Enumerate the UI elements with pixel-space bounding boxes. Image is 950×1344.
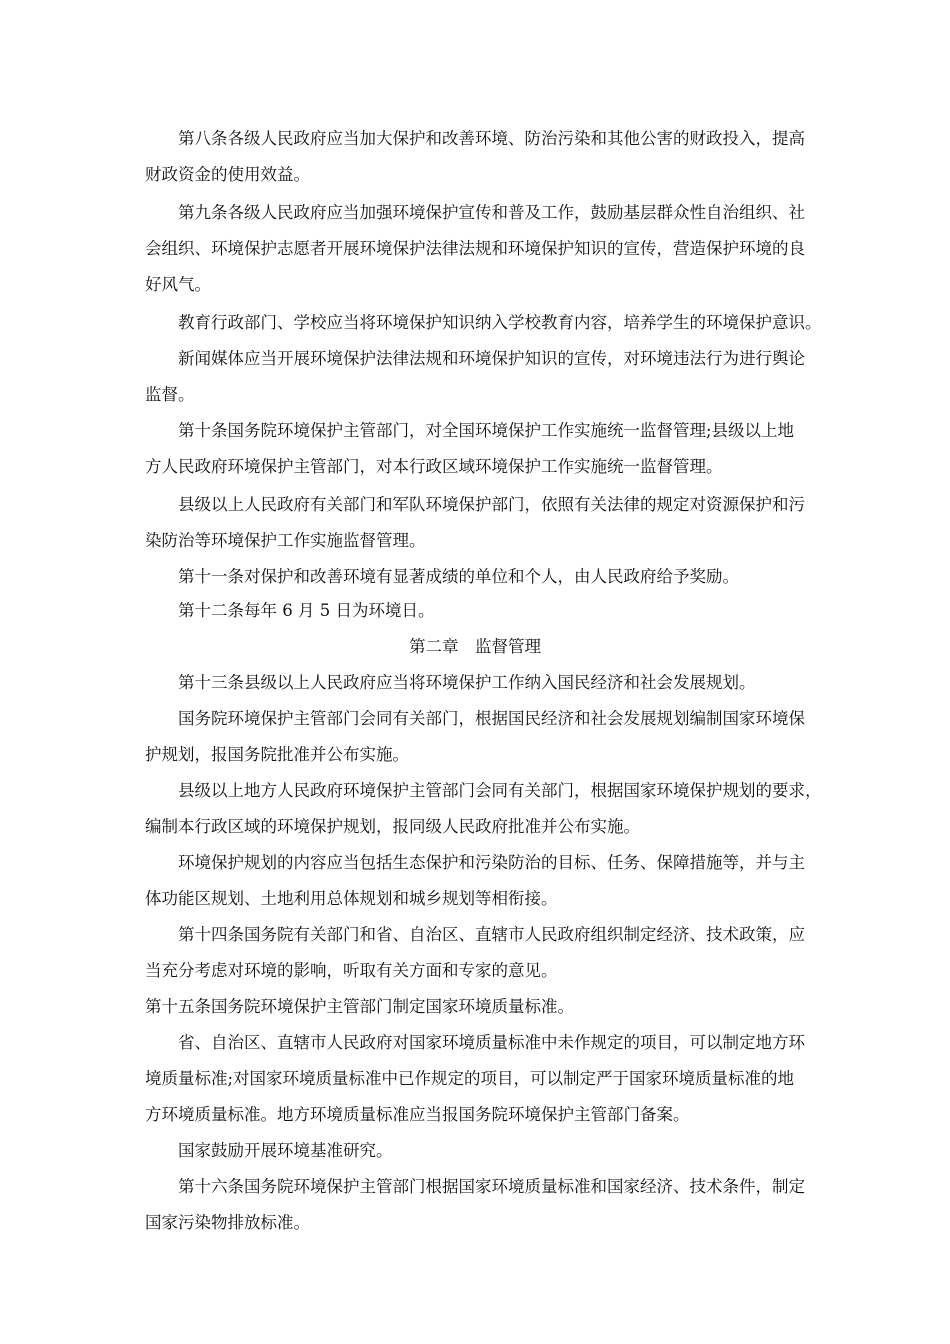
article-15-para-3: 国家鼓励开展环境基准研究。 [178,1141,393,1160]
article-16-line-1: 第十六条国务院环境保护主管部门根据国家环境质量标准和国家经济、技术条件，制定 [178,1177,805,1196]
article-13-para-3-line-1: 县级以上地方人民政府环境保护主管部门会同有关部门，根据国家环境保护规划的要求， [178,781,822,800]
article-14-line-1: 第十四条国务院有关部门和省、自治区、直辖市人民政府组织制定经济、技术政策，应 [178,925,805,944]
article-15-para-2-line-3: 方环境质量标准。地方环境质量标准应当报国务院环境保护主管部门备案。 [145,1105,690,1124]
article-15: 第十五条国务院环境保护主管部门制定国家环境质量标准。 [145,997,574,1016]
article-10-line-1: 第十条国务院环境保护主管部门，对全国环境保护工作实施统一监督管理;县级以上地 [178,421,795,440]
article-13-line-1: 第十三条县级以上人民政府应当将环境保护工作纳入国民经济和社会发展规划。 [178,673,756,692]
article-9-line-3: 好风气。 [145,275,211,294]
article-13-para-3-line-2: 编制本行政区域的环境保护规划，报同级人民政府批准并公布实施。 [145,817,640,836]
article-13-para-4-line-1: 环境保护规划的内容应当包括生态保护和污染防治的目标、任务、保障措施等，并与主 [178,853,805,872]
article-14-line-2: 当充分考虑对环境的影响，听取有关方面和专家的意见。 [145,961,558,980]
media-line-2: 监督。 [145,385,195,404]
chapter-heading: 第二章 监督管理 [409,637,541,656]
article-16-line-2: 国家污染物排放标准。 [145,1213,310,1232]
article-13-para-4-line-2: 体功能区规划、土地利用总体规划和城乡规划等相衔接。 [145,889,558,908]
article-10-para-2-line-2: 染防治等环境保护工作实施监督管理。 [145,531,426,550]
article-9-line-2: 会组织、环境保护志愿者开展环境保护法律法规和环境保护知识的宣传，营造保护环境的良 [145,239,805,258]
article-10-line-2: 方人民政府环境保护主管部门，对本行政区域环境保护工作实施统一监督管理。 [145,457,723,476]
article-10-para-2-line-1: 县级以上人民政府有关部门和军队环境保护部门，依照有关法律的规定对资源保护和污 [178,495,805,514]
article-13-para-2-line-2: 护规划，报国务院批准并公布实施。 [145,745,409,764]
article-11: 第十一条对保护和改善环境有显著成绩的单位和个人，由人民政府给予奖励。 [178,567,739,586]
article-8-line-1: 第八条各级人民政府应当加大保护和改善环境、防治污染和其他公害的财政投入，提高 [178,129,805,148]
article-15-para-2-line-1: 省、自治区、直辖市人民政府对国家环境质量标准中未作规定的项目，可以制定地方环 [178,1033,805,1052]
education-paragraph: 教育行政部门、学校应当将环境保护知识纳入学校教育内容，培养学生的环境保护意识。 [178,313,822,332]
article-15-para-2-line-2: 境质量标准;对国家环境质量标准中已作规定的项目，可以制定严于国家环境质量标准的地 [145,1069,795,1088]
article-9-line-1: 第九条各级人民政府应当加强环境保护宣传和普及工作，鼓励基层群众性自治组织、社 [178,203,805,222]
article-8-line-2: 财政资金的使用效益。 [145,165,310,184]
article-12: 第十二条每年 6 月 5 日为环境日。 [178,601,435,620]
media-line-1: 新闻媒体应当开展环境保护法律法规和环境保护知识的宣传，对环境违法行为进行舆论 [178,349,805,368]
article-13-para-2-line-1: 国务院环境保护主管部门会同有关部门，根据国民经济和社会发展规划编制国家环境保 [178,709,805,728]
